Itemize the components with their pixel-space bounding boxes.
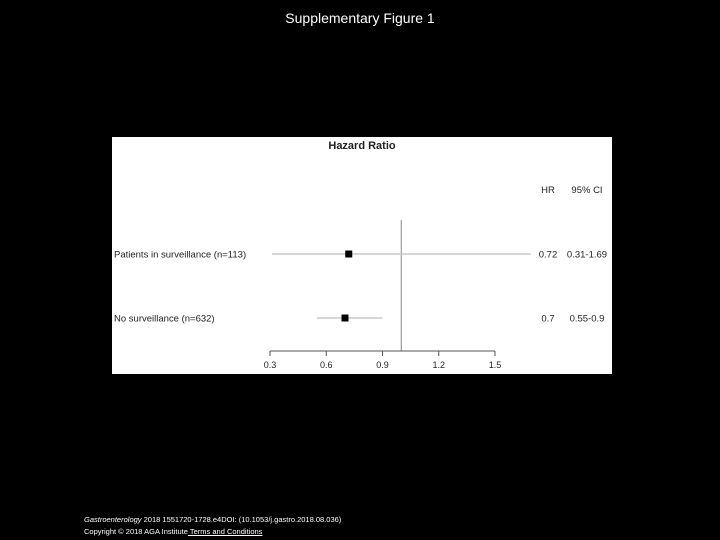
x-tick-label: 0.3	[263, 360, 277, 370]
copyright-line	[84, 526, 341, 538]
x-tick-label: 1.2	[432, 360, 446, 370]
row-label: No surveillance (n=632)	[114, 313, 215, 325]
chart-title: Hazard Ratio	[328, 140, 396, 152]
footer	[84, 514, 341, 538]
hr-marker	[342, 315, 349, 322]
hr-value: 0.72	[538, 249, 558, 261]
forest-plot-panel	[112, 137, 612, 374]
forest-plot	[112, 137, 612, 374]
citation-line	[84, 514, 341, 526]
x-axis	[264, 351, 502, 370]
rows-layer	[114, 220, 607, 351]
ci-value: 0.31-1.69	[566, 249, 608, 261]
hr-column-header: HR	[541, 185, 555, 196]
journal-name: Gastroenterology	[84, 515, 142, 524]
hr-value: 0.7	[541, 313, 555, 325]
x-tick-label: 0.9	[376, 360, 389, 370]
terms-link[interactable]: Terms and Conditions	[187, 527, 263, 536]
ci-column-header: 95% CI	[571, 185, 603, 196]
x-tick-label: 1.5	[488, 360, 502, 370]
slide-title: Supplementary Figure 1	[285, 10, 435, 26]
ci-value: 0.55-0.9	[569, 313, 605, 325]
x-tick-label: 0.6	[319, 360, 333, 370]
copyright-text: Copyright © 2018 AGA Institute	[84, 527, 188, 536]
row-label: Patients in surveillance (n=113)	[114, 249, 247, 261]
hr-marker	[345, 251, 352, 258]
citation-text: 2018 1551720-1728.e4DOI: (10.1053/j.gastro.2018.08.036)	[141, 515, 342, 524]
